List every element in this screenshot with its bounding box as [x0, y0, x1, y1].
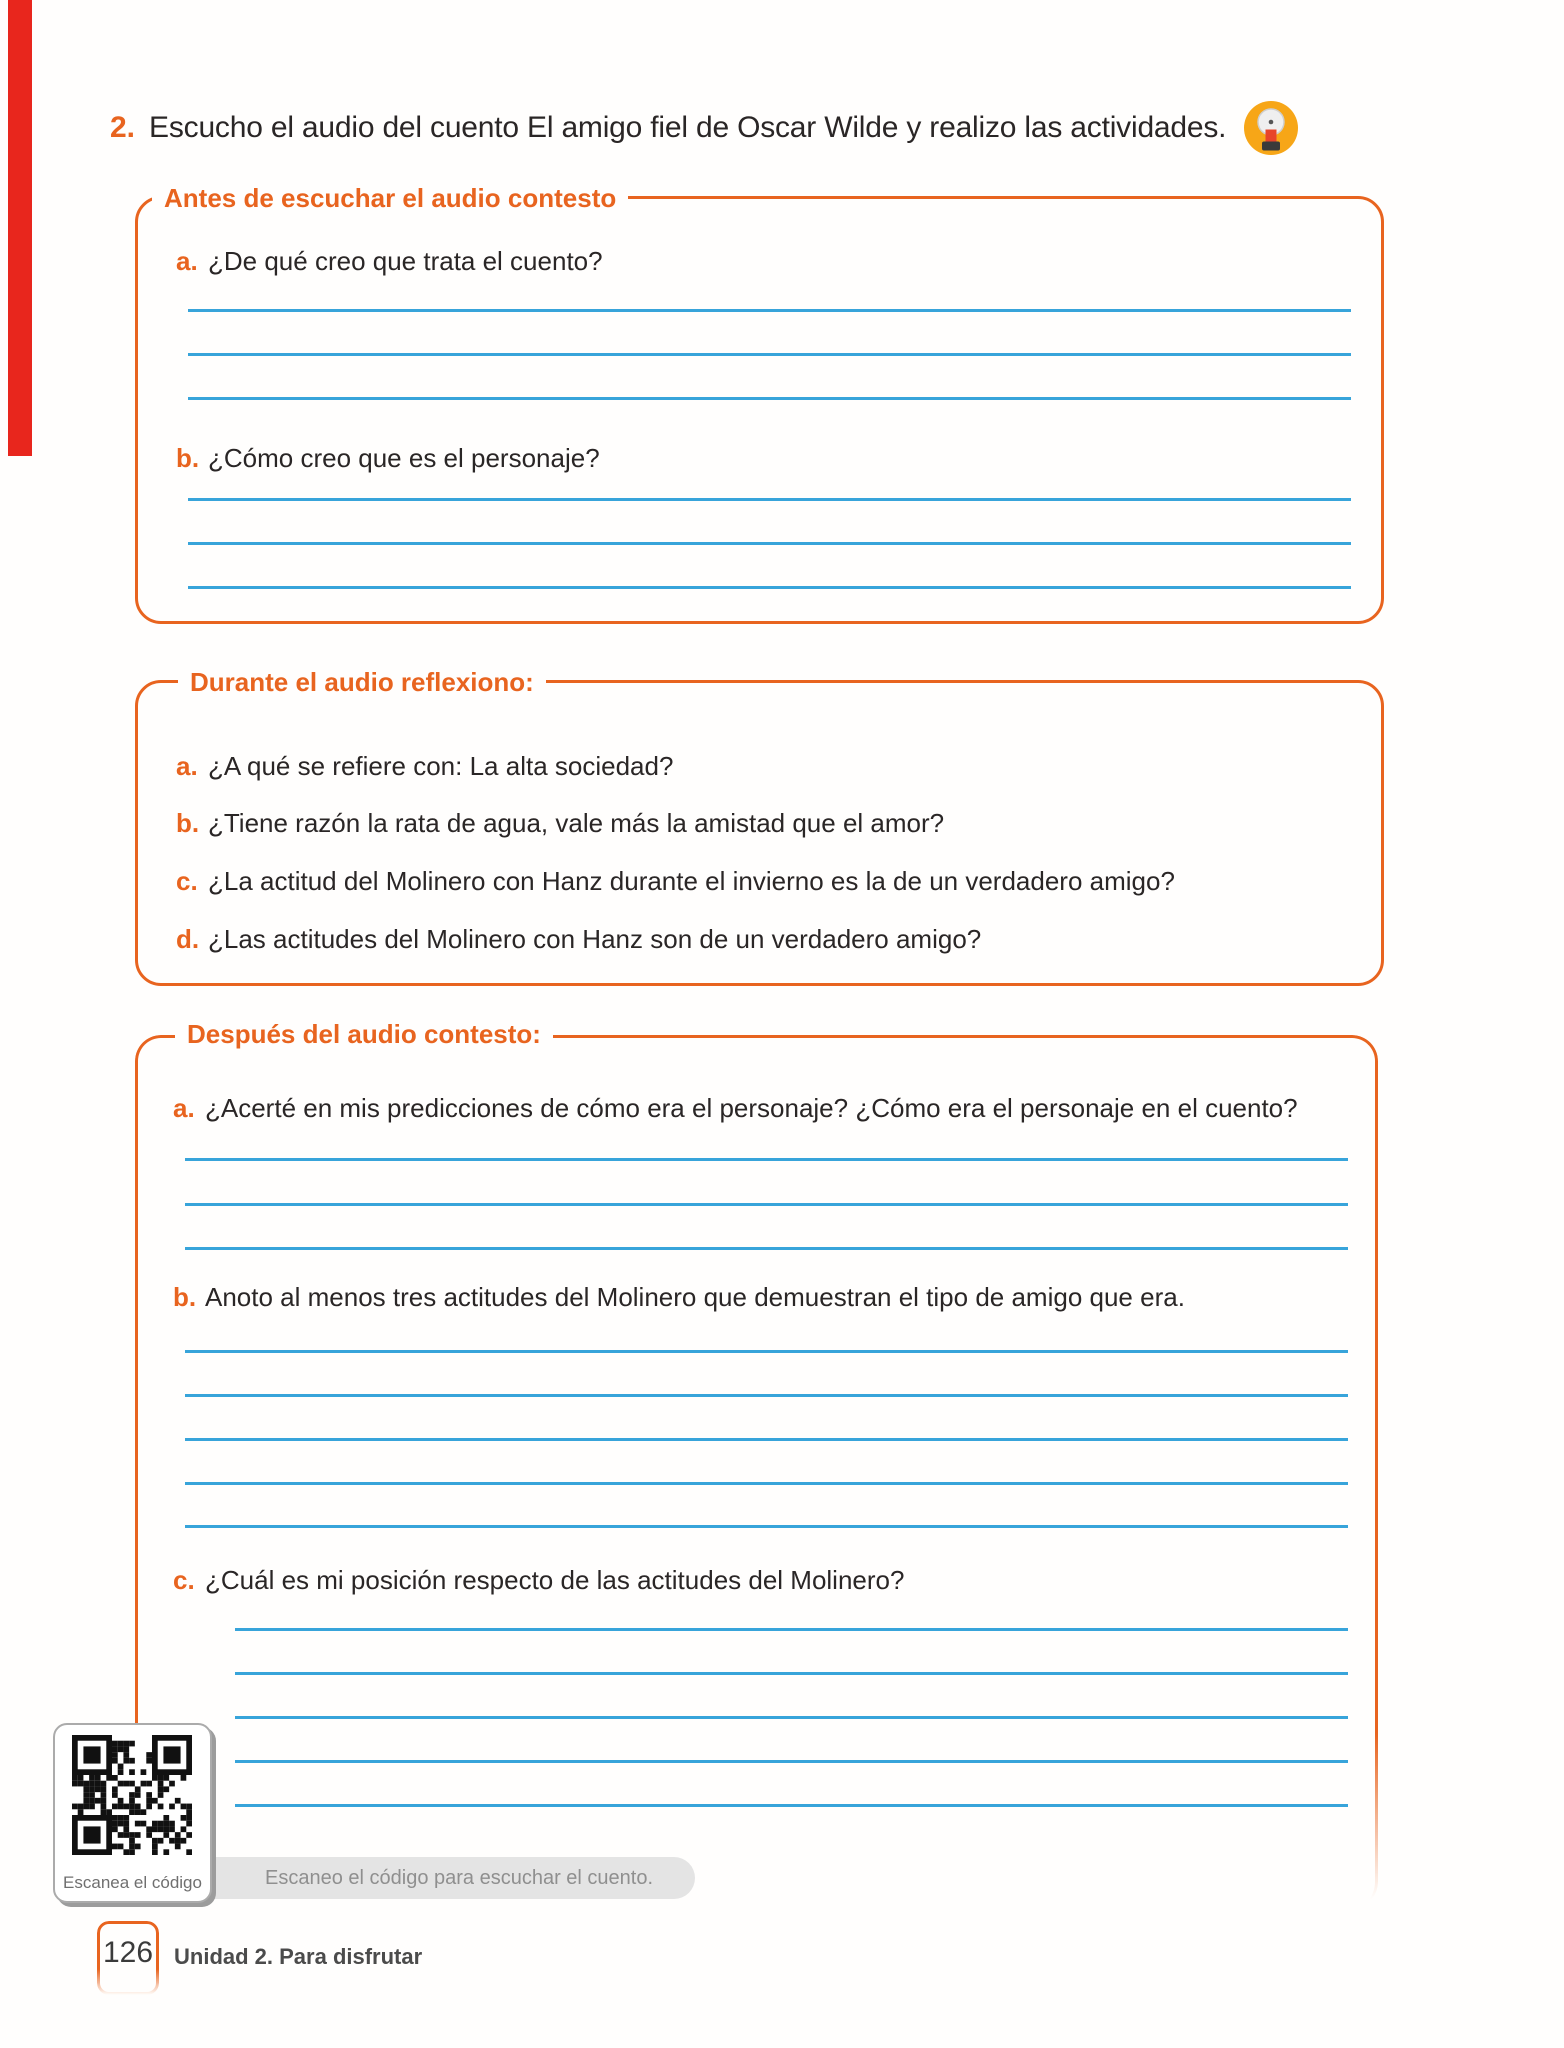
answer-line [185, 1203, 1348, 1206]
answer-line [185, 1394, 1348, 1397]
page-number-box [97, 1921, 159, 1995]
question-text: ¿Tiene razón la rata de agua, vale más la amistad que el amor? [208, 808, 945, 838]
qr-card [53, 1723, 212, 1903]
answer-line [185, 1438, 1348, 1441]
scan-instruction-pill [150, 1857, 695, 1899]
question [176, 440, 1365, 476]
answer-line [188, 498, 1351, 501]
task-number: 2. [110, 111, 136, 144]
question [176, 748, 1365, 784]
unit-label: Unidad 2. Para disfrutar [174, 1944, 423, 1969]
task-heading [110, 100, 1340, 156]
question-letter: c. [176, 866, 198, 896]
answer-line [185, 1158, 1348, 1161]
qr-caption: Escanea el código [63, 1873, 202, 1892]
question-text: Anoto al menos tres actitudes del Molinero que demuestran el tipo de amigo que era. [205, 1282, 1185, 1312]
answer-line [188, 353, 1351, 356]
page-number: 126 [102, 1936, 154, 1969]
task-text: Escucho el audio del cuento El amigo fiel de Oscar Wilde y realizo las actividades. [149, 111, 1227, 144]
question [176, 921, 1365, 957]
question [173, 1279, 1362, 1315]
question-letter: b. [173, 1282, 197, 1312]
question-text: ¿Las actitudes del Molinero con Hanz son de un verdadero amigo? [208, 924, 982, 954]
answer-line [188, 397, 1351, 400]
question-text: ¿La actitud del Molinero con Hanz durante el invierno es la de un verdadero amigo? [208, 866, 1175, 896]
answer-line [185, 1525, 1348, 1528]
qr-code-icon [72, 1735, 192, 1855]
question-text: ¿Acerté en mis predicciones de cómo era el personaje? ¿Cómo era el personaje en el cuento? [205, 1093, 1298, 1123]
answer-line [185, 1482, 1348, 1485]
question-text: ¿De qué creo que trata el cuento? [208, 246, 603, 276]
scan-instruction-text: Escaneo el código para escuchar el cuento. [265, 1867, 654, 1889]
question [176, 243, 1365, 279]
page-edge-red-bar [8, 0, 32, 456]
section-border [135, 1035, 1378, 1908]
question-letter: a. [173, 1093, 195, 1123]
answer-line [235, 1804, 1348, 1807]
question [173, 1090, 1362, 1126]
question-letter: b. [176, 443, 200, 473]
answer-line [185, 1350, 1348, 1353]
question-letter: a. [176, 751, 198, 781]
answer-line [188, 309, 1351, 312]
answer-line [235, 1760, 1348, 1763]
answer-line [188, 586, 1351, 589]
question-text: ¿Cómo creo que es el personaje? [208, 443, 600, 473]
question-letter: b. [176, 808, 200, 838]
question [173, 1562, 1362, 1598]
section-title: Antes de escuchar el audio contesto [152, 180, 628, 216]
lightbulb-audio-icon [1244, 101, 1298, 155]
question [176, 863, 1365, 899]
question-letter: c. [173, 1565, 195, 1595]
section-during-audio [135, 667, 1384, 986]
section-title: Durante el audio reflexiono: [178, 664, 546, 700]
answer-line [235, 1716, 1348, 1719]
section-title: Después del audio contesto: [175, 1016, 553, 1052]
answer-line [185, 1247, 1348, 1250]
question [176, 805, 1365, 841]
question-letter: d. [176, 924, 200, 954]
answer-line [235, 1672, 1348, 1675]
section-after-audio [135, 1019, 1378, 1908]
question-text: ¿Cuál es mi posición respecto de las actitudes del Molinero? [205, 1565, 905, 1595]
answer-line [235, 1628, 1348, 1631]
answer-line [188, 542, 1351, 545]
section-before-audio [135, 183, 1384, 624]
question-letter: a. [176, 246, 198, 276]
question-text: ¿A qué se refiere con: La alta sociedad? [208, 751, 674, 781]
